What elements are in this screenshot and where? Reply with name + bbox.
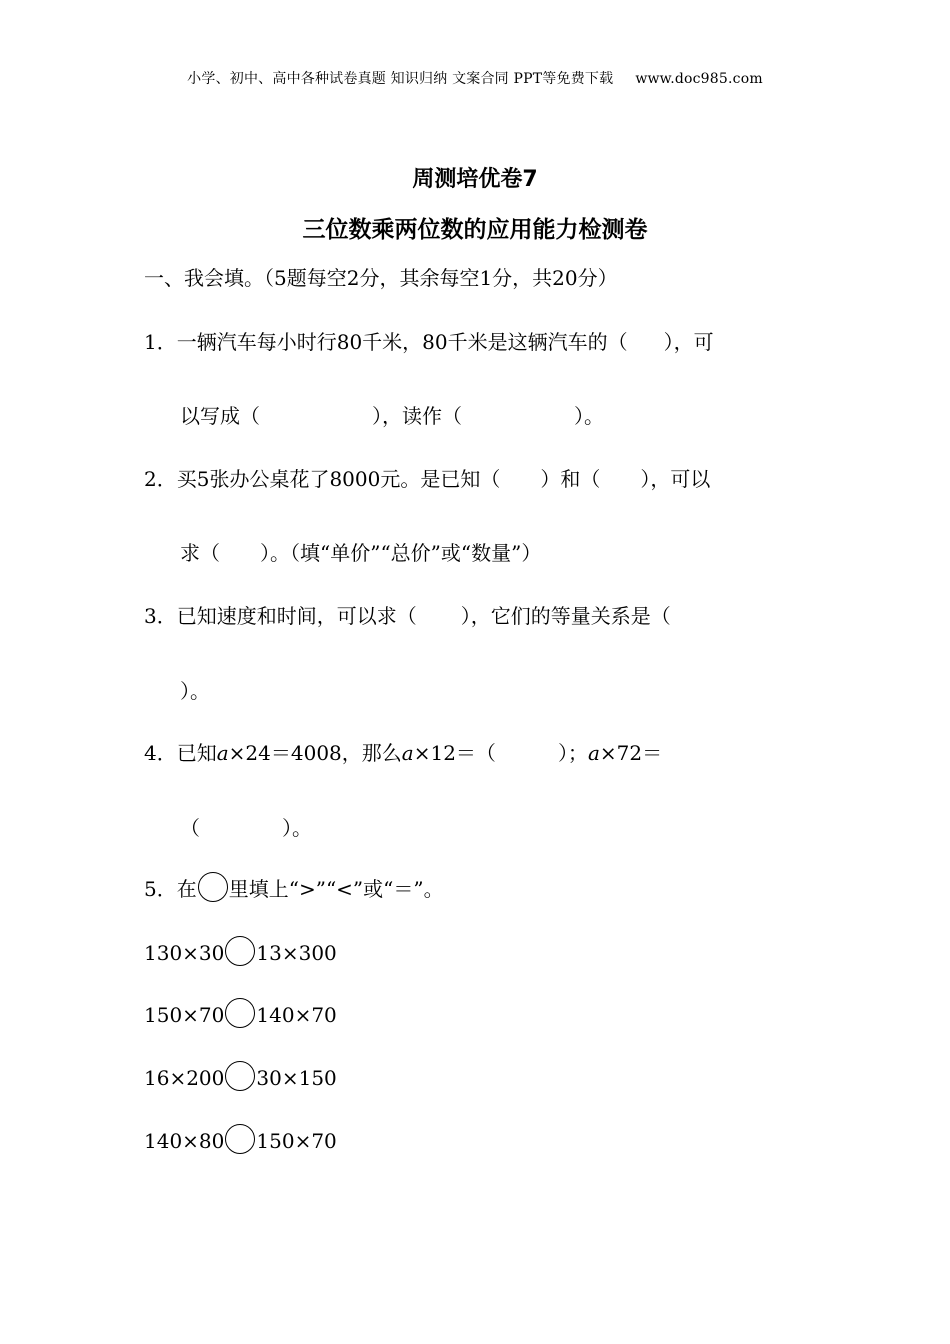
q2-text-c: ），可以 [640,467,711,491]
q4-variable: a [587,741,600,765]
q1-text-d: ），读作（ [372,404,462,428]
comparison-item [144,936,337,966]
question-3-line-1 [144,600,671,629]
q4-text-g: ）。 [282,816,312,840]
comparison-item [144,1124,337,1154]
q2-text-d: 求（ [180,541,220,565]
comparison-item [144,1061,337,1091]
comparison-circle[interactable] [225,936,255,966]
q1-text-b: ），可 [663,330,714,354]
q1-text-a: 1．一辆汽车每小时行80千米，80千米是这辆汽车的（ [144,330,628,354]
q3-text-a: 3．已知速度和时间，可以求（ [144,604,417,628]
header-text: 小学、初中、高中各种试卷真题 知识归纳 文案合同 PPT等免费下载 [187,71,614,87]
question-4-line-2 [180,812,312,841]
q5-text-b: 里填上“>”“<”或“＝”。 [228,877,444,901]
comparison-circle[interactable] [225,998,255,1028]
q4-variable: a [401,741,414,765]
q4-text-e: ×72＝ [599,741,663,765]
q2-text-a: 2．买5张办公桌花了8000元。是已知（ [144,467,501,491]
comparison-right: 30×150 [256,1066,337,1090]
question-2-line-2 [180,537,541,566]
comparison-right: 140×70 [256,1003,337,1027]
comparison-right: 13×300 [256,941,337,965]
q1-text-e: ）。 [574,404,604,428]
page-title: 周测培优卷7 [412,167,538,192]
comparison-circle[interactable] [225,1061,255,1091]
section-heading: 一、我会填。（5题每空2分，其余每空1分，共20分） [144,266,618,290]
question-5-line-1 [144,872,444,902]
q3-text-b: ），它们的等量关系是（ [460,604,671,628]
q4-text-f: （ [180,816,200,840]
q4-text-a: 4．已知 [144,741,217,765]
circle-icon [198,872,228,902]
q5-text-a: 5．在 [144,877,197,901]
comparison-left: 150×70 [144,1003,225,1027]
comparison-left: 16×200 [144,1066,225,1090]
q1-text-c: 以写成（ [180,404,260,428]
comparison-circle[interactable] [225,1124,255,1154]
question-2-line-1 [144,463,710,492]
q4-text-b: ×24＝4008，那么 [228,741,402,765]
comparison-right: 150×70 [256,1129,337,1153]
comparison-left: 130×30 [144,941,225,965]
question-1-line-1 [144,326,714,355]
comparison-left: 140×80 [144,1129,225,1153]
q2-text-b: ）和（ [540,467,601,491]
question-4-line-1 [144,737,662,766]
page-header [0,68,950,88]
q4-text-d: ）； [557,741,588,765]
q4-variable: a [216,741,229,765]
question-1-line-2 [180,400,604,429]
question-3-line-2: ）。 [180,679,210,703]
q4-text-c: ×12＝（ [413,741,496,765]
header-site: www.doc985.com [635,71,763,87]
comparison-item [144,998,337,1028]
page-subtitle: 三位数乘两位数的应用能力检测卷 [302,217,648,243]
q2-text-e: ）。（填“单价”“总价”或“数量”） [260,541,542,565]
